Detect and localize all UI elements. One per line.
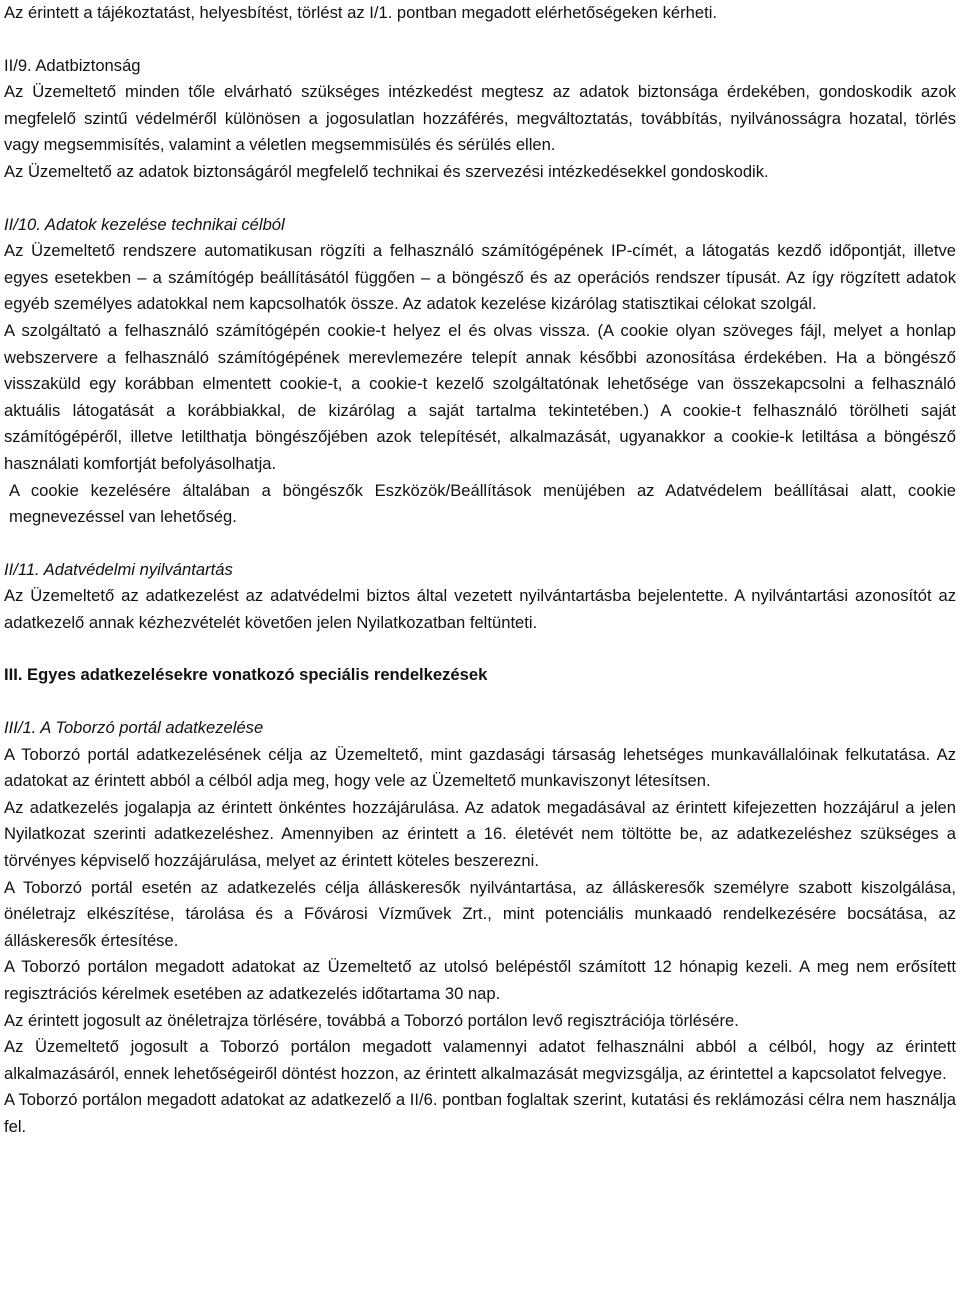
intro-paragraph: Az érintett a tájékoztatást, helyesbítést, törlést az I/1. pontban megadott elérhetőségeken kérheti. [4,3,718,22]
paragraph: Az Üzemeltető minden tőle elvárható szükséges intézkedést megtesz az adatok biztonsága érdekében, gondoskodik azok megfelelő szintű védelméről különösen a jogosulatlan hozzáférés, megváltoztatás, továbbítás, nyilvánosságra hozatal, törlés vagy megsemmisítés, valamint a véletlen megsemmisülés és sérülés ellen. [4,82,956,155]
paragraph: Az Üzemeltető az adatok biztonságáról megfelelő technikai és szervezési intézkedésekkel gondoskodik. [4,161,769,181]
paragraph: A Toborzó portál adatkezelésének célja az Üzemeltető, mint gazdasági társaság lehetséges munkavállalóinak felkutatása. Az adatokat az érintett abból a célból adja meg, hogy vele az Üzemeltető munkaviszonyt létesítsen. [4,744,956,791]
section-heading-ii9: II/9. Adatbiztonság [4,55,141,75]
section-heading-ii11: II/11. Adatvédelmi nyilvántartás [4,559,233,579]
paragraph: Az Üzemeltető rendszere automatikusan rögzíti a felhasználó számítógépének IP-címét, a látogatás kezdő időpontját, illetve egyes esetekben – a számítógép beállításától függően – a böngésző és az operációs rendszer típusát. Az így rögzített adatok egyéb személyes adatokkal nem kapcsolhatók össze. Az adatok kezelése kizárólag statisztikai célokat szolgál. [4,241,956,314]
paragraph: A Toborzó portálon megadott adatokat az adatkezelő a II/6. pontban foglaltak szerint, kutatási és reklámozási célra nem használja fel. [4,1090,956,1136]
paragraph: A szolgáltató a felhasználó számítógépén cookie-t helyez el és olvas vissza. (A cookie olyan szöveges fájl, melyet a honlap webszervere a felhasználó számítógépének merevlemezére telepít annak későbbi azonosítása érdekében. Ha a böngésző visszaküld egy korábban elmentett cookie-t, a cookie-t kezelő szolgáltatónak lehetősége van összekapcsolni a felhasználó aktuális látogatását a korábbiakkal, de kizárólag a saját tartalma tekintetében.) A cookie-t felhasználó törölheti saját számítógépéről, illetve letilthatja böngészőjében azok telepítését, alkalmazását, ugyanakkor a cookie-k letiltása a böngésző használati komfortját befolyásolhatja. [4,320,956,473]
section-heading-iii1: III/1. A Toborzó portál adatkezelése [4,718,264,738]
paragraph: Az Üzemeltető jogosult a Toborzó portálon megadott valamennyi adatot felhasználni abból a célból, hogy az érintett alkalmazásáról, ennek lehetőségeiről döntést hozzon, az érintett alkalmazását megvizsgálja, az érintettel a kapcsolatot felvegye. [4,1037,956,1083]
paragraph: A Toborzó portálon megadott adatokat az Üzemeltető az utolsó belépéstől számított 12 hónapig kezeli. A meg nem erősített regisztrációs kérelmek esetében az adatkezelés időtartama 30 nap. [4,957,956,1003]
paragraph: Az Üzemeltető az adatkezelést az adatvédelmi biztos által vezetett nyilvántartásba bejelentette. A nyilvántartási azonosítót az adatkezelő annak kézhezvételét követően jelen Nyilatkozatban feltünteti. [4,586,956,632]
paragraph: A cookie kezelésére általában a böngészők Eszközök/Beállítások menüjében az Adatvédelem beállításai alatt, cookie megnevezéssel van lehetőség. [9,480,956,527]
section-heading-iii: III. Egyes adatkezelésekre vonatkozó speciális rendelkezések [4,665,488,685]
paragraph: A Toborzó portál esetén az adatkezelés célja álláskeresők nyilvántartása, az álláskeresők személyre szabott kiszolgálása, önéletrajz elkészítése, tárolása és a Fővárosi Vízművek Zrt., mint potenciális munkaadó rendelkezésére bocsátása, az álláskeresők értesítése. [4,877,956,950]
paragraph: Az adatkezelés jogalapja az érintett önkéntes hozzájárulása. Az adatok megadásával az érintett kifejezetten hozzájárul a jelen Nyilatkozat szerinti adatkezeléshez. Amennyiben az érintett a 16. életévét nem töltötte be, az adatkezeléshez szükséges a törvényes képviselő hozzájárulása, melyet az érintett köteles beszerezni. [4,797,956,871]
paragraph: Az érintett jogosult az önéletrajza törlésére, továbbá a Toborzó portálon levő regisztrációja törlésére. [4,1010,739,1030]
section-heading-ii10: II/10. Adatok kezelése technikai célból [4,214,285,234]
